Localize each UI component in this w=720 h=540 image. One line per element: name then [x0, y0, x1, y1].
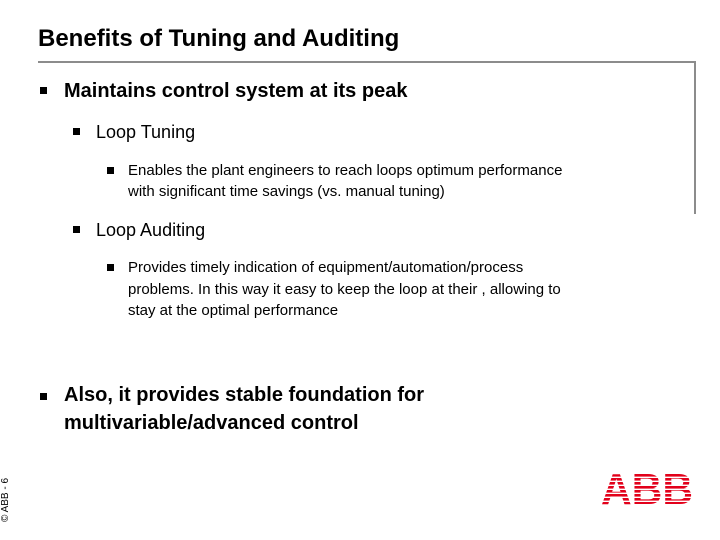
bullet-square-icon [107, 167, 114, 174]
svg-text:ABB: ABB [601, 466, 693, 506]
bullet-maintains-peak: Maintains control system at its peak [64, 80, 408, 102]
slide-title: Benefits of Tuning and Auditing [38, 25, 400, 52]
copyright-notice: © ABB - 6 [0, 477, 11, 522]
bullet-square-icon [73, 128, 80, 135]
abb-logo [600, 466, 694, 506]
bullet-loop-auditing: Loop Auditing [96, 220, 206, 240]
bullet-square-icon [40, 393, 47, 400]
bullet-enables-line1: Enables the plant engineers to reach loops optimum performance [128, 162, 563, 179]
bullet-provides-line1: Provides timely indication of equipment/automation/process [128, 259, 524, 276]
bullet-enables-line2: with significant time savings (vs. manual tuning) [128, 183, 445, 200]
bullet-square-icon [40, 87, 47, 94]
bullet-foundation-line2: multivariable/advanced control [64, 412, 359, 434]
bullet-square-icon [107, 264, 114, 271]
bullet-provides-line3: stay at the optimal performance [128, 302, 339, 319]
bullet-square-icon [73, 226, 80, 233]
bullet-loop-tuning: Loop Tuning [96, 122, 196, 142]
title-divider [38, 61, 695, 63]
bullet-foundation-line1: Also, it provides stable foundation for [64, 384, 425, 406]
bullet-provides-line2: problems. In this way it easy to keep the loop at their , allowing to [128, 281, 561, 298]
right-divider [694, 61, 696, 214]
